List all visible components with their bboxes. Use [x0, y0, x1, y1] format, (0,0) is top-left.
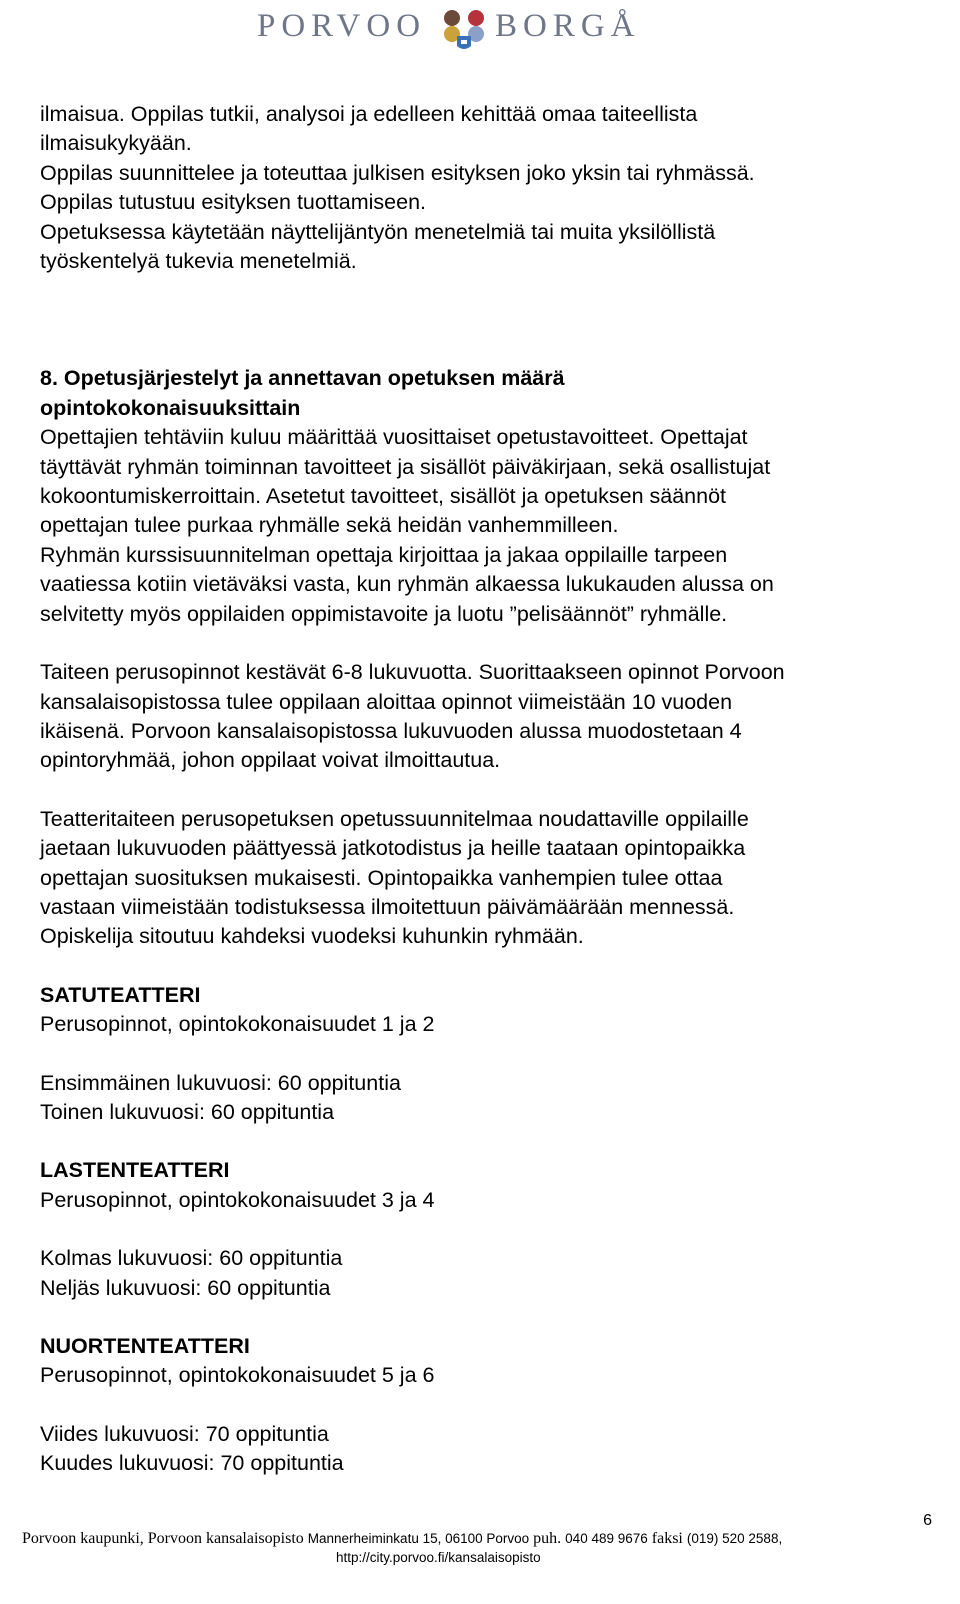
- text-line: kansalaisopistossa tulee oppilaan aloittaa opinnot viimeistään 10 vuoden: [40, 689, 733, 714]
- footer-contact-line: [22, 1530, 782, 1548]
- text-line: Opetuksessa käytetään näyttelijäntyön menetelmiä tai muita yksilöllistä: [40, 219, 716, 244]
- group-subtitle: Perusopinnot, opintokokonaisuudet 3 ja 4: [40, 1187, 435, 1212]
- group-year: Toinen lukuvuosi: 60 oppituntia: [40, 1099, 335, 1124]
- text-line: ilmaisua. Oppilas tutkii, analysoi ja edelleen kehittää omaa taiteellista: [40, 102, 698, 126]
- page-number: 6: [923, 1512, 932, 1529]
- text-line: opettajan tulee purkaa ryhmälle sekä heidän vanhemmilleen.: [40, 513, 619, 538]
- certificate-paragraph: [40, 805, 940, 952]
- section-heading-continued: opintokokonaisuuksittain: [40, 395, 301, 420]
- group-lastenteatteri: [40, 1156, 940, 1303]
- group-year: Kuudes lukuvuosi: 70 oppituntia: [40, 1451, 344, 1476]
- porvoo-crest-icon: [435, 2, 493, 54]
- group-title: LASTENTEATTERI: [40, 1158, 230, 1183]
- text-line: Opettajien tehtäviin kuluu määrittää vuosittaiset opetustavoitteet. Opettajat: [40, 425, 748, 450]
- footer-phone-label: puh.: [533, 1530, 562, 1547]
- text-line: Teatteritaiteen perusopetuksen opetussuunnitelmaa noudattaville oppilaille: [40, 806, 749, 831]
- intro-paragraph: [40, 100, 940, 276]
- group-satuteatteri: [40, 981, 940, 1128]
- text-line: vaatiessa kotiin vietäväksi vasta, kun ryhmän alkaessa lukukauden alussa on: [40, 572, 774, 597]
- text-line: ilmaisukykyään.: [40, 131, 192, 156]
- footer-url-link[interactable]: http://city.porvoo.fi/kansalaisopisto: [336, 1550, 541, 1565]
- group-year: Ensimmäinen lukuvuosi: 60 oppituntia: [40, 1070, 401, 1095]
- document-body: [40, 100, 940, 1479]
- text-line: opettajan suosituksen mukaisesti. Opintopaikka vanhempien tulee ottaa: [40, 865, 723, 890]
- group-year: Neljäs lukuvuosi: 60 oppituntia: [40, 1275, 331, 1300]
- duration-paragraph: [40, 658, 940, 776]
- section-8: [40, 364, 940, 629]
- text-line: Taiteen perusopinnot kestävät 6-8 lukuvuotta. Suorittaakseen opinnot Porvoon: [40, 660, 785, 685]
- group-nuortenteatteri: [40, 1332, 940, 1479]
- group-year: Viides lukuvuosi: 70 oppituntia: [40, 1421, 329, 1446]
- group-year: Kolmas lukuvuosi: 60 oppituntia: [40, 1246, 343, 1271]
- text-line: opintoryhmää, johon oppilaat voivat ilmoittautua.: [40, 748, 501, 773]
- group-subtitle: Perusopinnot, opintokokonaisuudet 5 ja 6: [40, 1363, 435, 1388]
- footer-phone: 040 489 9676: [565, 1531, 648, 1546]
- page-header: [0, 0, 960, 70]
- text-line: täyttävät ryhmän toiminnan tavoitteet ja sisällöt päiväkirjaan, sekä osallistujat: [40, 454, 771, 479]
- text-line: kokoontumiskerroittain. Asetetut tavoitteet, sisällöt ja opetuksen säännöt: [40, 484, 727, 509]
- group-title: NUORTENTEATTERI: [40, 1334, 250, 1358]
- text-line: jaetaan lukuvuoden päättyessä jatkotodistus ja heille taataan opintopaikka: [40, 836, 746, 861]
- section-heading: 8. Opetusjärjestelyt ja annettavan opetuksen määrä: [40, 366, 565, 391]
- text-line: Oppilas tutustuu esityksen tuottamiseen.: [40, 190, 427, 215]
- logo-text-borga: BORGÅ: [495, 8, 641, 44]
- page-footer: [0, 1526, 960, 1604]
- group-subtitle: Perusopinnot, opintokokonaisuudet 1 ja 2: [40, 1012, 435, 1037]
- footer-fax: (019) 520 2588,: [686, 1531, 783, 1546]
- footer-address: Mannerheiminkatu 15, 06100 Porvoo: [307, 1531, 530, 1546]
- text-line: Ryhmän kurssisuunnitelman opettaja kirjoittaa ja jakaa oppilaille tarpeen: [40, 542, 728, 567]
- text-line: vastaan viimeistään todistuksessa ilmoitettuun päivämäärään mennessä.: [40, 894, 735, 919]
- text-line: Opiskelija sitoutuu kahdeksi vuodeksi kuhunkin ryhmään.: [40, 924, 584, 949]
- text-line: Oppilas suunnittelee ja toteuttaa julkisen esityksen joko yksin tai ryhmässä.: [40, 160, 755, 185]
- text-line: työskentelyä tukevia menetelmiä.: [40, 249, 357, 274]
- footer-org: Porvoon kaupunki, Porvoon kansalaisopisto: [22, 1530, 304, 1547]
- text-line: selvitetty myös oppilaiden oppimistavoite ja luotu ”pelisäännöt” ryhmälle.: [40, 601, 728, 626]
- footer-fax-label: faksi: [651, 1530, 683, 1547]
- group-title: SATUTEATTERI: [40, 982, 201, 1007]
- text-line: ikäisenä. Porvoon kansalaisopistossa lukuvuoden alussa muodostetaan 4: [40, 718, 742, 743]
- logo-text-porvoo: PORVOO: [257, 8, 427, 44]
